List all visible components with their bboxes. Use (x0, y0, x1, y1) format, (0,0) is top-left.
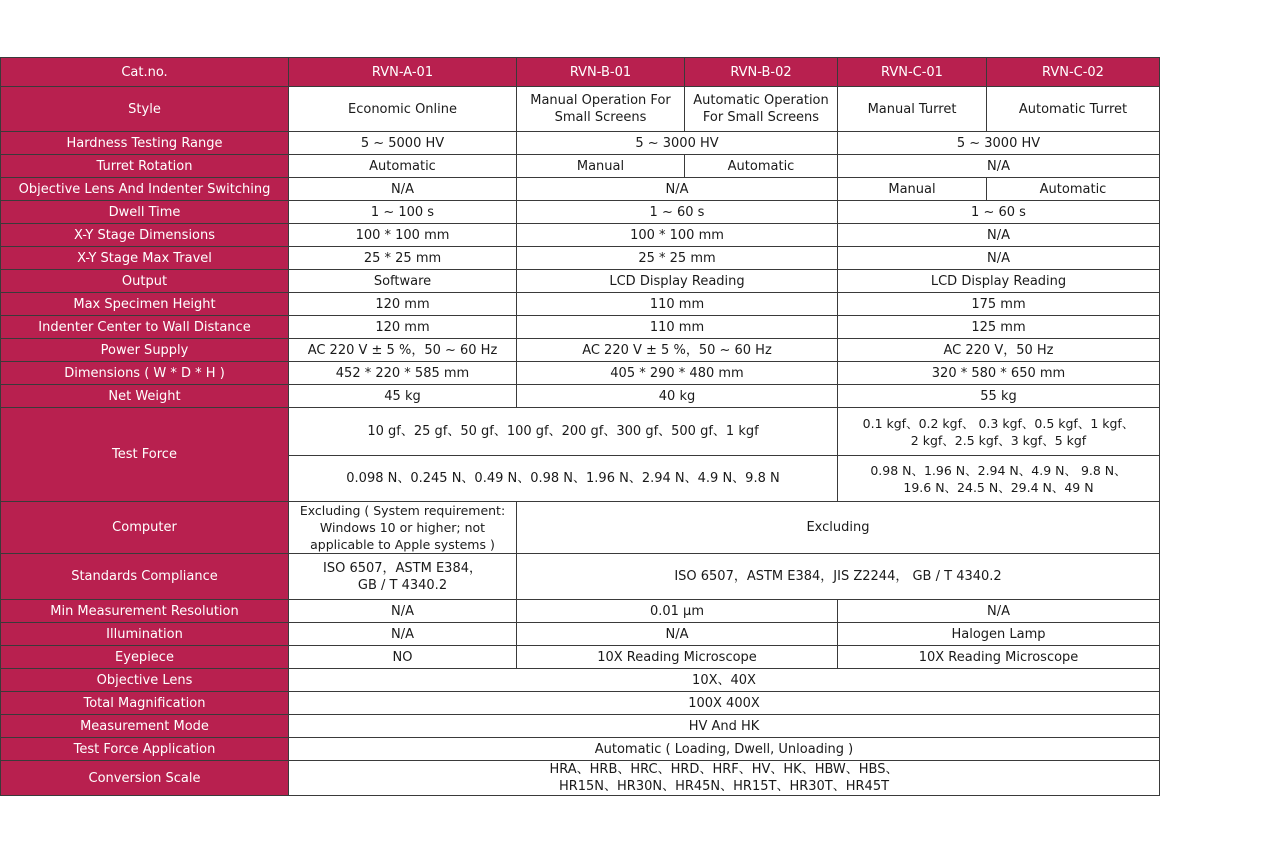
table-row (1, 132, 1160, 155)
row-label: Objective Lens (1, 669, 289, 692)
table-cell: 1 ~ 60 s (517, 201, 838, 224)
row-label: X-Y Stage Max Travel (1, 247, 289, 270)
table-row (1, 201, 1160, 224)
table-cell: 5 ~ 5000 HV (289, 132, 517, 155)
cell-line: 19.6 N、24.5 N、29.4 N、49 N (903, 479, 1094, 495)
header-row (1, 58, 1160, 87)
table-cell: 55 kg (838, 385, 1160, 408)
table-row (1, 502, 1160, 554)
table-cell: 0.098 N、0.245 N、0.49 N、0.98 N、1.96 N、2.94 N、4.9 N、9.8 N (289, 456, 838, 502)
cell-line: Windows 10 or higher; not (319, 520, 486, 535)
table-row (1, 646, 1160, 669)
table-cell: 10X、40X (289, 669, 1160, 692)
row-label: Total Magnification (1, 692, 289, 715)
table-cell: Software (289, 270, 517, 293)
col-header-c01: RVN-C-01 (838, 58, 987, 87)
table-cell: Automatic (289, 155, 517, 178)
cell-line: ISO 6507，ASTM E384， (323, 560, 482, 576)
col-header-b01: RVN-B-01 (517, 58, 685, 87)
table-cell: N/A (517, 178, 838, 201)
table-cell: 10X Reading Microscope (517, 646, 838, 669)
table-cell: Manual Turret (838, 87, 987, 132)
spec-table (0, 57, 1160, 796)
table-cell: N/A (517, 623, 838, 646)
table-cell: Manual (838, 178, 987, 201)
table-row (1, 408, 1160, 456)
table-cell: N/A (289, 600, 517, 623)
table-cell: N/A (289, 623, 517, 646)
table-cell: LCD Display Reading (517, 270, 838, 293)
table-cell: LCD Display Reading (838, 270, 1160, 293)
table-cell: 175 mm (838, 293, 1160, 316)
cell-line: 2 kgf、2.5 kgf、3 kgf、5 kgf (910, 432, 1087, 448)
row-label: Power Supply (1, 339, 289, 362)
row-label: Style (1, 87, 289, 132)
table-row (1, 761, 1160, 796)
table-row (1, 293, 1160, 316)
table-row (1, 554, 1160, 600)
table-cell: 120 mm (289, 293, 517, 316)
table-row (1, 600, 1160, 623)
table-cell: N/A (838, 247, 1160, 270)
table-cell: Automatic Turret (987, 87, 1160, 132)
table-cell: 10X Reading Microscope (838, 646, 1160, 669)
row-label: Objective Lens And Indenter Switching (1, 178, 289, 201)
col-header-b02: RVN-B-02 (685, 58, 838, 87)
table-cell: 320 * 580 * 650 mm (838, 362, 1160, 385)
table-row (1, 87, 1160, 132)
table-cell: NO (289, 646, 517, 669)
col-header-a01: RVN-A-01 (289, 58, 517, 87)
table-cell: 110 mm (517, 316, 838, 339)
table-cell: N/A (838, 224, 1160, 247)
table-cell (838, 456, 1160, 502)
table-cell: AC 220 V ± 5 %，50 ~ 60 Hz (289, 339, 517, 362)
table-cell: N/A (838, 155, 1160, 178)
table-cell: N/A (838, 600, 1160, 623)
table-cell: Automatic ( Loading, Dwell, Unloading ) (289, 738, 1160, 761)
row-label: Illumination (1, 623, 289, 646)
row-label: Standards Compliance (1, 554, 289, 600)
col-header-catno: Cat.no. (1, 58, 289, 87)
table-cell: Manual Operation For Small Screens (517, 87, 685, 132)
row-label: Min Measurement Resolution (1, 600, 289, 623)
table-cell: 405 * 290 * 480 mm (517, 362, 838, 385)
table-row (1, 339, 1160, 362)
table-row (1, 224, 1160, 247)
table-cell: Economic Online (289, 87, 517, 132)
table-row (1, 669, 1160, 692)
cell-line: 0.1 kgf、0.2 kgf、 0.3 kgf、0.5 kgf、1 kgf、 (862, 415, 1135, 431)
table-cell: 10 gf、25 gf、50 gf、100 gf、200 gf、300 gf、500 gf、1 kgf (289, 408, 838, 456)
table-cell (289, 761, 1160, 796)
cell-line: HR15N、HR30N、HR45N、HR15T、HR30T、HR45T (558, 779, 890, 794)
row-label: Indenter Center to Wall Distance (1, 316, 289, 339)
table-cell: 45 kg (289, 385, 517, 408)
table-cell: ISO 6507，ASTM E384，JIS Z2244， GB / T 4340.2 (517, 554, 1160, 600)
table-cell: Excluding (517, 502, 1160, 554)
table-cell: Automatic Operation For Small Screens (685, 87, 838, 132)
table-cell: N/A (289, 178, 517, 201)
table-cell: 25 * 25 mm (289, 247, 517, 270)
table-row (1, 155, 1160, 178)
table-cell: Manual (517, 155, 685, 178)
table-cell: HV And HK (289, 715, 1160, 738)
row-label: Output (1, 270, 289, 293)
col-header-c02: RVN-C-02 (987, 58, 1160, 87)
row-label: X-Y Stage Dimensions (1, 224, 289, 247)
table-cell: 452 * 220 * 585 mm (289, 362, 517, 385)
cell-line: 0.98 N、1.96 N、2.94 N、4.9 N、 9.8 N、 (870, 462, 1127, 478)
table-cell: 25 * 25 mm (517, 247, 838, 270)
table-row (1, 362, 1160, 385)
table-cell: 120 mm (289, 316, 517, 339)
table-cell: 40 kg (517, 385, 838, 408)
row-label: Turret Rotation (1, 155, 289, 178)
row-label: Net Weight (1, 385, 289, 408)
row-label: Test Force Application (1, 738, 289, 761)
table-row (1, 316, 1160, 339)
cell-line: Excluding ( System requirement: (299, 503, 506, 518)
cell-line: GB / T 4340.2 (357, 577, 448, 593)
table-cell: 0.01 μm (517, 600, 838, 623)
table-row (1, 247, 1160, 270)
table-cell: 125 mm (838, 316, 1160, 339)
cell-line: HRA、HRB、HRC、HRD、HRF、HV、HK、HBW、HBS、 (549, 762, 899, 777)
table-row (1, 692, 1160, 715)
row-label: Dwell Time (1, 201, 289, 224)
table-row (1, 738, 1160, 761)
row-label: Conversion Scale (1, 761, 289, 796)
row-label: Measurement Mode (1, 715, 289, 738)
table-cell (289, 554, 517, 600)
row-label: Test Force (1, 408, 289, 502)
table-cell (838, 408, 1160, 456)
table-cell: Automatic (685, 155, 838, 178)
table-row (1, 623, 1160, 646)
row-label: Max Specimen Height (1, 293, 289, 316)
table-row (1, 270, 1160, 293)
table-row (1, 178, 1160, 201)
row-label: Eyepiece (1, 646, 289, 669)
table-cell: Automatic (987, 178, 1160, 201)
table-cell: 5 ~ 3000 HV (838, 132, 1160, 155)
table-row (1, 715, 1160, 738)
table-cell (289, 502, 517, 554)
table-cell: 1 ~ 100 s (289, 201, 517, 224)
cell-line: applicable to Apple systems ) (310, 537, 495, 552)
table-cell: AC 220 V ± 5 %，50 ~ 60 Hz (517, 339, 838, 362)
table-cell: 100X 400X (289, 692, 1160, 715)
table-cell: 5 ~ 3000 HV (517, 132, 838, 155)
row-label: Computer (1, 502, 289, 554)
table-cell: Halogen Lamp (838, 623, 1160, 646)
row-label: Dimensions ( W * D * H ) (1, 362, 289, 385)
table-cell: 100 * 100 mm (289, 224, 517, 247)
row-label: Hardness Testing Range (1, 132, 289, 155)
table-cell: 1 ~ 60 s (838, 201, 1160, 224)
table-row (1, 385, 1160, 408)
table-cell: AC 220 V，50 Hz (838, 339, 1160, 362)
table-cell: 100 * 100 mm (517, 224, 838, 247)
table-cell: 110 mm (517, 293, 838, 316)
